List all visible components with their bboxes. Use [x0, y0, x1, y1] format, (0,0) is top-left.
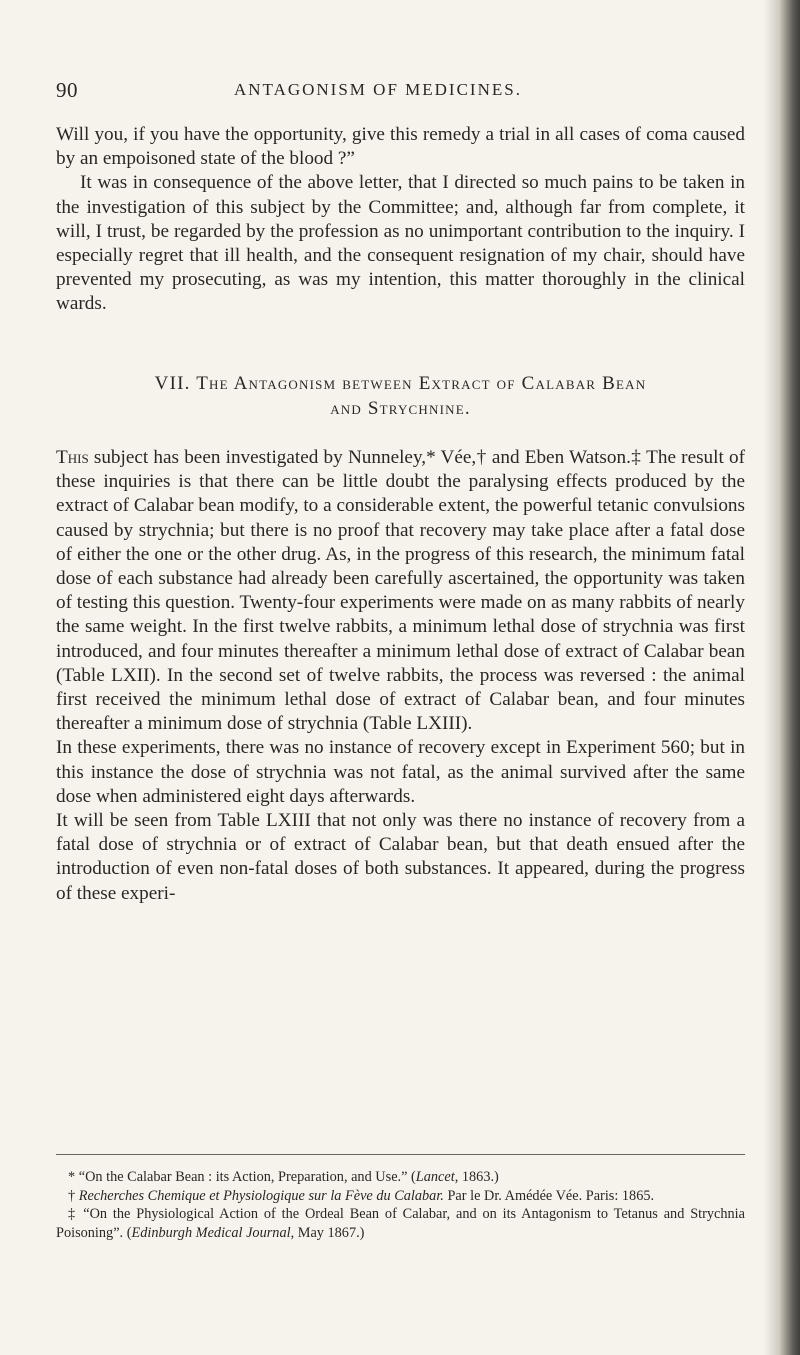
footnote-2-title: Recherches Chemique et Physiologique sur la Fève du Calabar.: [75, 1187, 444, 1204]
footnote-2-tail: Par le Dr. Amédée Vée. Paris: 1865.: [443, 1187, 655, 1204]
footnote-3: [56, 1205, 745, 1242]
paragraph-letter-close: Will you, if you have the opportunity, give this remedy a trial in all cases of coma caused by an empoisoned state of the blood ?”: [56, 124, 745, 170]
paragraph-investigation-text: subject has been investigated by Nunneley,* Vée,† and Eben Watson.‡ The result of these inquiries is that there can be little doubt the paralysing effects produced by the extract of Calabar bean modify, to a considerable extent, the powerful tetanic convulsions caused by strychnia; but there is no proof that recovery may take place after a fatal dose of either the one or the other drug. As, in the progress of this research, the minimum fatal dose of each substance had already been carefully ascertained, the opportunity was taken of testing this question. Twenty-four experiments were made on as many rabbits of nearly the same weight. In the first twelve rabbits, a minimum lethal dose of strychnia was first introduced, and four minutes thereafter a minimum lethal dose of extract of Calabar bean (Table LXII). In the second set of twelve rabbits, the process was reversed : the animal first received the minimum lethal dose of extract of Calabar bean, and four minutes thereafter a minimum dose of strychnia (Table LXIII).: [56, 447, 745, 735]
section-heading: [56, 372, 745, 421]
footnotes: [56, 1168, 745, 1242]
footnote-1: [56, 1168, 745, 1187]
footnote-2: [56, 1187, 745, 1206]
page-header: [56, 78, 746, 102]
body-text-top: [56, 123, 745, 317]
section-heading-line-1: VII. The Antagonism between Extract of Calabar Bean: [154, 373, 647, 394]
page-number: 90: [56, 78, 78, 102]
footnote-3-title: “On the Physiological Action of the Ordeal Bean of Calabar, and on its Antagonism to Tetanus and Strychnia Poisoning”. (: [56, 1206, 745, 1241]
footnote-1-title: “On the Calabar Bean : its Action, Preparation, and Use.” (: [75, 1169, 416, 1185]
footnote-rule: [56, 1154, 745, 1155]
paragraph-committee: It was in consequence of the above letter, that I directed so much pains to be taken in the investigation of this subject by the Committee; and, although far from complete, it will, I trust, be regarded by the profession as no unimportant contribution to the inquiry. I especially regret that ill health, and the consequent resignation of my chair, should have prevented my prosecuting, as was my intention, this matter thoroughly in the clinical wards.: [56, 172, 745, 315]
footnote-2-mark: †: [68, 1187, 76, 1204]
footnote-1-tail: , 1863.): [454, 1169, 499, 1185]
paragraph-table-lxiii: It will be seen from Table LXIII that not only was there no instance of recovery from a fatal dose of strychnia or of extract of Calabar bean, but that death ensued after the introduction of even non-fatal doses of both substances. It appeared, during the progress of these experi-: [56, 810, 745, 904]
paragraph-investigation: [56, 446, 745, 736]
footnote-1-mark: *: [68, 1169, 76, 1185]
running-head: ANTAGONISM OF MEDICINES.: [234, 80, 522, 99]
footnote-3-tail: , May 1867.): [290, 1224, 365, 1241]
section-body: [56, 446, 745, 906]
footnote-3-journal: Edinburgh Medical Journal: [131, 1224, 291, 1241]
book-spine: [778, 0, 800, 1355]
lead-word: This: [56, 447, 89, 468]
section-heading-line-2: and Strychnine.: [330, 397, 471, 419]
binding-shadow: [764, 0, 778, 1355]
footnote-3-mark: ‡: [68, 1206, 78, 1222]
paragraph-experiment-560: In these experiments, there was no instance of recovery except in Experiment 560; but in this instance the dose of strychnia was not fatal, as the animal survived after the same dose when administered eight days afterwards.: [56, 737, 745, 807]
footnote-1-journal: Lancet: [415, 1169, 455, 1185]
